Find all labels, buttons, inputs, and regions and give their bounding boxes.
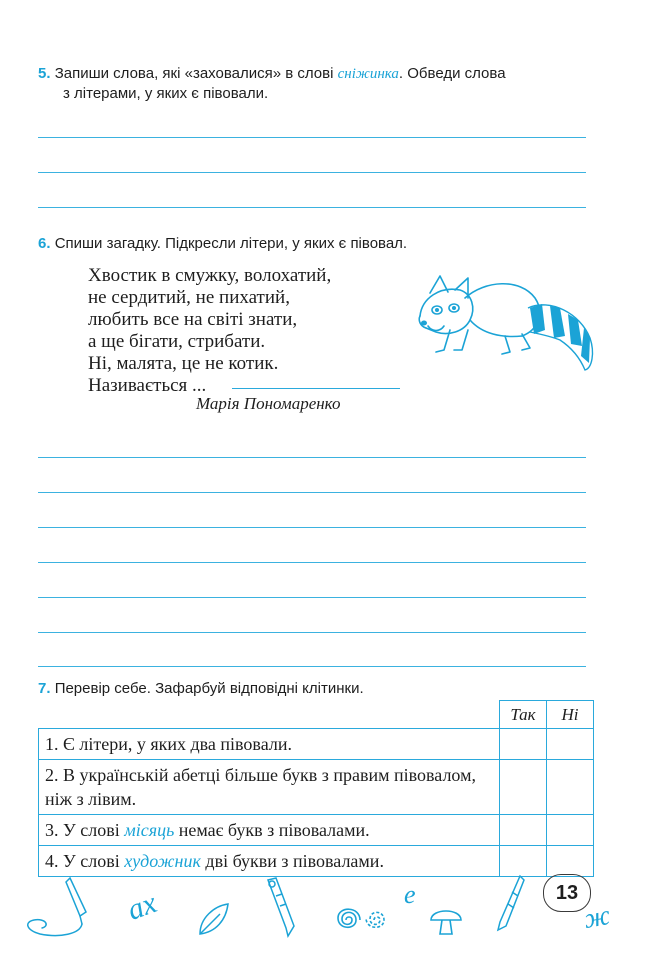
- self-check-table: [38, 700, 594, 877]
- spiral-icon: [330, 900, 396, 938]
- script-letters-ax: ах: [123, 886, 161, 927]
- table-header-row: [39, 701, 594, 729]
- leaf-icon: [196, 900, 232, 940]
- column-header-no: Ні: [547, 701, 594, 729]
- checkbox-no[interactable]: [547, 815, 594, 846]
- statement-highlight-word: місяць: [124, 820, 175, 840]
- brush-icon: [490, 872, 530, 936]
- writing-line[interactable]: [38, 207, 586, 208]
- task6-number: 6.: [38, 235, 51, 252]
- statement-text: 3. У слові: [45, 820, 125, 840]
- writing-line[interactable]: [38, 562, 586, 563]
- statement-cell: [39, 729, 500, 760]
- riddle-poem: [88, 265, 331, 397]
- statement-text: 1. Є літери, у яких два півовали.: [45, 734, 292, 754]
- task7-text: Перевір себе. Зафарбуй відповідні клітинки.: [54, 680, 364, 697]
- task7-number: 7.: [38, 680, 51, 697]
- checkbox-no[interactable]: [547, 846, 594, 877]
- task7-instruction: [38, 679, 608, 699]
- writing-line[interactable]: [38, 172, 586, 173]
- writing-line[interactable]: [38, 527, 586, 528]
- statement-highlight-word: художник: [124, 851, 201, 871]
- poem-line: любить все на світі знати,: [88, 309, 298, 330]
- pencil-icon: [262, 876, 302, 940]
- statement-text-after: дві букви з півовалами.: [200, 851, 384, 871]
- script-letter-e: е: [404, 880, 416, 909]
- statement-text: 2. В українській абетці більше букв з правим півовалом, ніж з лівим.: [45, 765, 476, 809]
- task5-instruction: [38, 64, 608, 104]
- task5-line2: з літерами, у яких є півовали.: [63, 85, 269, 102]
- table-row: [39, 729, 594, 760]
- poem-line: не сердитий, не пихатий,: [88, 287, 290, 308]
- answer-blank-line[interactable]: [232, 388, 400, 389]
- task5-text-after: . Обведи слова: [398, 65, 506, 82]
- checkbox-yes[interactable]: [500, 815, 547, 846]
- writing-line[interactable]: [38, 457, 586, 458]
- task6-text: Спиши загадку. Підкресли літери, у яких є півовал.: [54, 235, 408, 252]
- statement-cell: [39, 815, 500, 846]
- statement-text-after: немає букв з півовалами.: [174, 820, 370, 840]
- table-row: [39, 815, 594, 846]
- page-number: 13: [543, 874, 591, 912]
- pen-swirl-icon: [20, 872, 100, 942]
- checkbox-yes[interactable]: [500, 729, 547, 760]
- writing-line[interactable]: [38, 666, 586, 667]
- poem-last-line: Називається ...: [88, 375, 207, 396]
- writing-line[interactable]: [38, 632, 586, 633]
- task5-highlight-word: сніжинка: [337, 66, 399, 82]
- poem-line: Ні, малята, це не котик.: [88, 353, 279, 374]
- checkbox-yes[interactable]: [500, 760, 547, 815]
- poem-line: Хвостик в смужку, волохатий,: [88, 265, 332, 286]
- column-header-yes: Так: [500, 701, 547, 729]
- checkbox-no[interactable]: [547, 729, 594, 760]
- writing-line[interactable]: [38, 137, 586, 138]
- writing-line[interactable]: [38, 492, 586, 493]
- script-letter-zh: ж: [581, 899, 613, 936]
- mushroom-icon: [428, 904, 464, 938]
- raccoon-icon: [410, 268, 595, 376]
- writing-line[interactable]: [38, 597, 586, 598]
- statement-text: 4. У слові: [45, 851, 125, 871]
- poem-author: Марія Пономаренко: [196, 394, 341, 413]
- statement-cell: [39, 846, 500, 877]
- task5-number: 5.: [38, 65, 51, 82]
- task6-instruction: [38, 234, 608, 254]
- table-row: [39, 760, 594, 815]
- checkbox-no[interactable]: [547, 760, 594, 815]
- poem-line: а ще бігати, стрибати.: [88, 331, 266, 352]
- task5-text: Запиши слова, які «заховалися» в слові: [54, 65, 338, 82]
- statement-cell: [39, 760, 500, 815]
